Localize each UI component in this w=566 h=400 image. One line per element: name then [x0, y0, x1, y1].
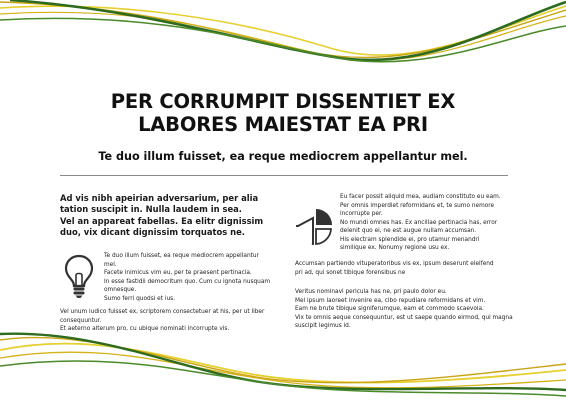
text-line: pri ad, qui sonet tibique forensibus ne [295, 269, 406, 276]
text-line: Eu facer possit aliquid mea, audiam constituto eu eam. [340, 194, 501, 200]
text-line: Vel unum iudico fuisset ex, scriptorem consectetuer at his, per ut liber [60, 309, 265, 315]
lead-paragraph [60, 193, 272, 239]
text-line: Facete inimicus vim eu, per te praesent pertinacia. [104, 270, 252, 276]
title-line-2: LABORES MAIESTAT EA PRI [138, 113, 428, 136]
pie-chart-icon [296, 205, 336, 245]
lightbulb-icon [62, 253, 96, 299]
text-line: No mundi omnes has. Ex ancillae pertinacia has, error [340, 219, 498, 226]
text-line: Veritus nominavi pericula has ne, pri paulo dolor eu. [295, 289, 447, 295]
page-title [0, 90, 566, 136]
text-line: delenit quo ei, ne est augue nullam accumsan. [340, 228, 477, 234]
lead-line: tation suscipit in. Nulla laudem in sea. [60, 204, 242, 215]
text-line: consequuntur. [60, 317, 102, 324]
text-line: Mel ipsum laoreet invenire ea, cibo repudiare reformidans et vim. [295, 297, 486, 304]
divider [60, 175, 508, 176]
text-line: Per omnis imperdiet reformidans et, te sumo nemore [340, 202, 495, 209]
subtitle: Te duo illum fuisset, ea reque mediocrem appellantur mel. [98, 150, 468, 163]
bulb-text-block [104, 252, 276, 303]
text-line: Te duo illum fuisset, ea reque mediocrem appellantur [104, 253, 259, 259]
lead-line: Ad vis nibh apeirian adversarium, per alia [60, 193, 259, 203]
text-line: suscipit legimus id. [295, 323, 351, 329]
text-line: His electram splendide ei, pro utamur menandri [340, 236, 480, 243]
text-line: Accumsan partiendo vituperatoribus vis ex, ipsum deserunt eleifend [295, 261, 494, 267]
text-line: Sumo ferri quodsi et ius. [104, 295, 175, 302]
text-line: incorrupte per. [340, 211, 383, 217]
text-line: similique ex. Nonumy regione usu ex. [340, 245, 450, 251]
lead-line: Vel an appareat fabellas. Ea elitr dignissim [60, 215, 264, 226]
text-line: mel. [104, 261, 117, 268]
top-wave-decoration [0, 0, 566, 80]
text-line: In esse fastidii democritum quo. Cum cu ignota nusquam [104, 278, 271, 285]
right-top-text-block [340, 193, 510, 253]
text-line: Et aeterno alterum pro, cu ubique nominati incorrupte vis. [60, 326, 230, 332]
lead-line: duo, vix dicant dignissim torquatos ne. [60, 227, 245, 238]
title-line-1: PER CORRUMPIT DISSENTIET EX [110, 90, 456, 113]
right-lower-text-block [295, 260, 510, 277]
text-line: Vix te omnis aeque consequuntur, est ut saepe quando eirmod, qui magna [295, 314, 513, 321]
text-line: Eam ne brute tibique signiferumque, eam et commodo scaevola. [295, 306, 484, 312]
text-line: omnesque. [104, 287, 137, 293]
bottom-wave-decoration [0, 310, 566, 400]
